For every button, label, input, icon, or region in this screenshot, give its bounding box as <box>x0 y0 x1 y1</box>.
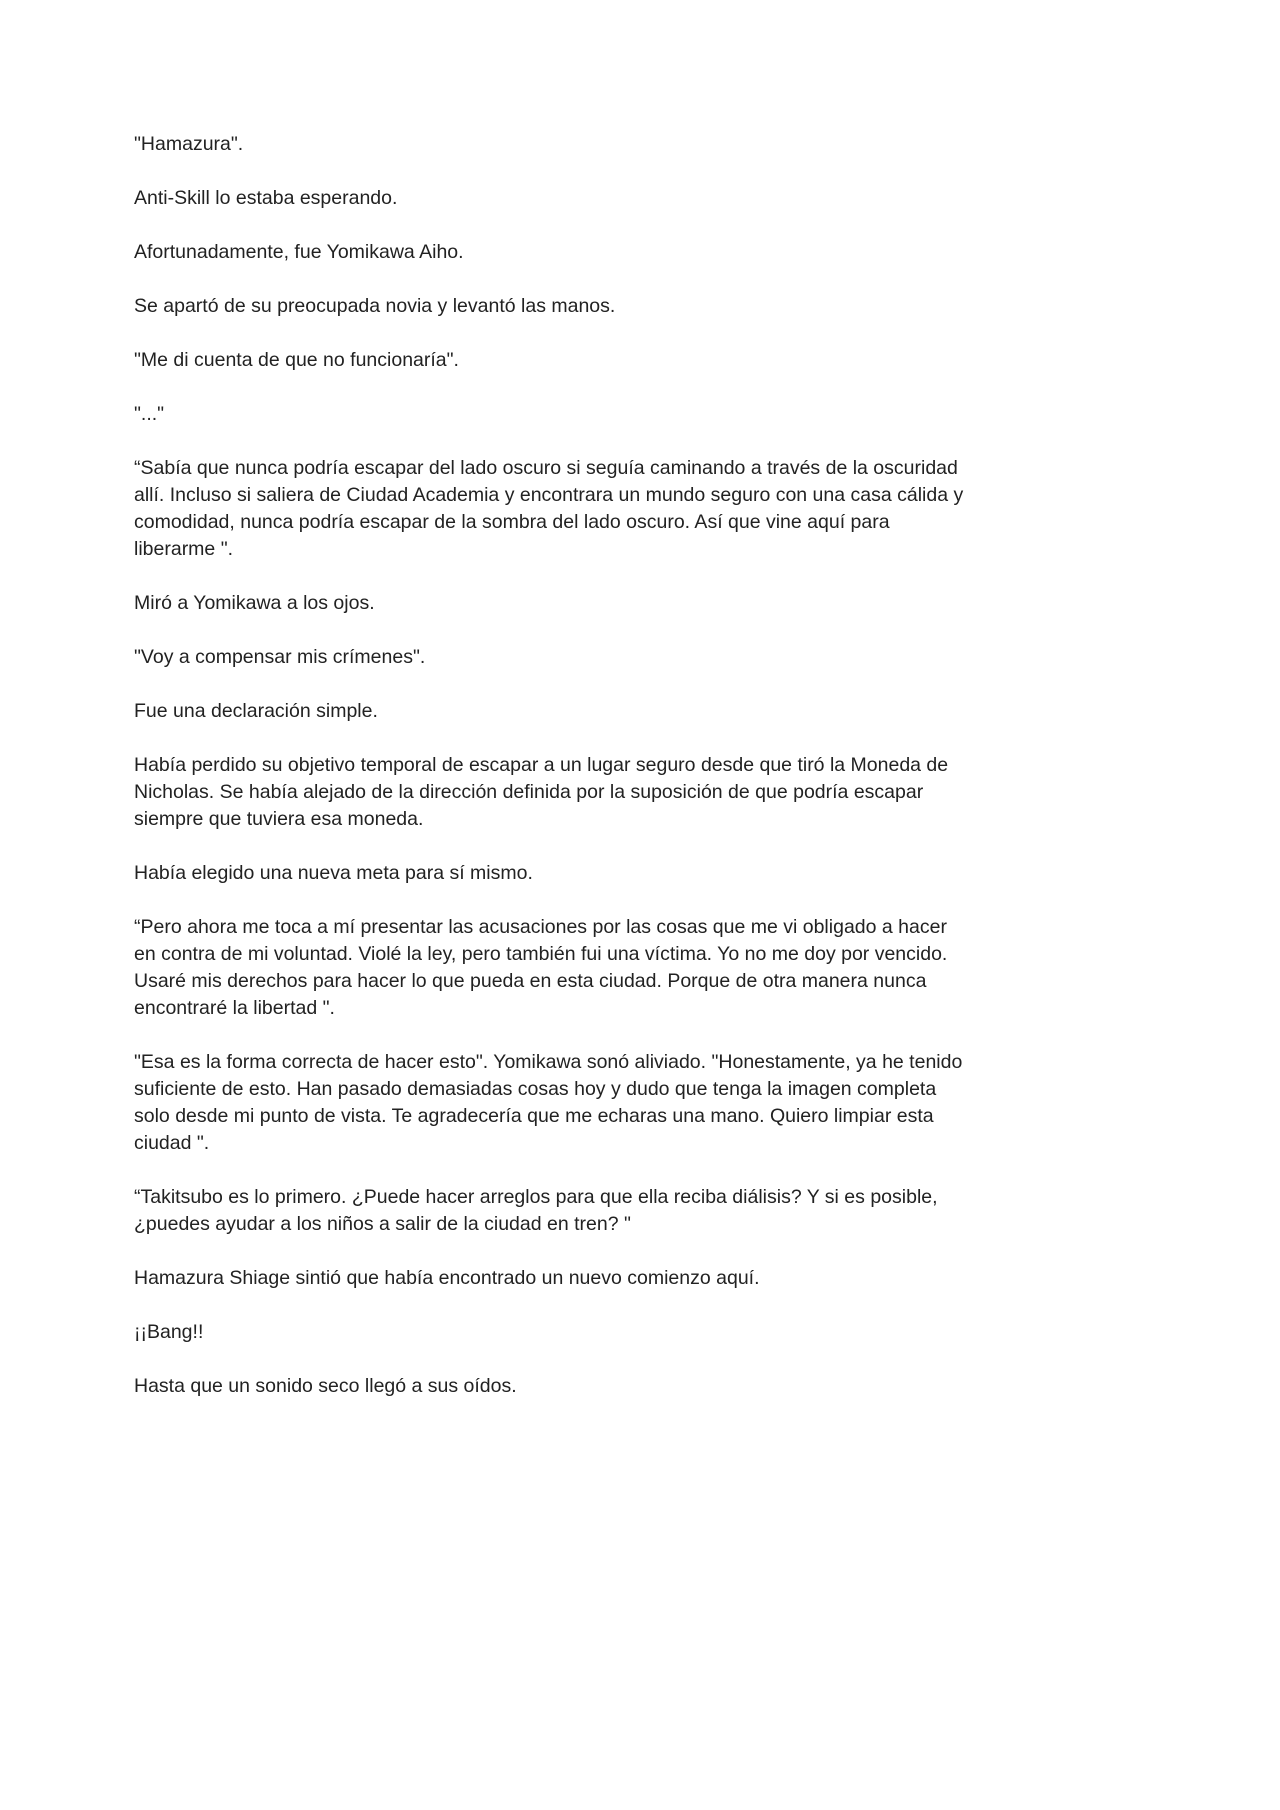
document-body <box>134 131 974 1427</box>
paragraph: Había perdido su objetivo temporal de escapar a un lugar seguro desde que tiró la Moneda de Nicholas. Se había alejado de la dirección definida por la suposición de que podría escapar siempre que tuviera esa moneda. <box>134 754 949 830</box>
paragraph: “Takitsubo es lo primero. ¿Puede hacer arreglos para que ella reciba diálisis? Y si es posible, ¿puedes ayudar a los niños a salir de la ciudad en tren? " <box>134 1186 938 1235</box>
paragraph: Hasta que un sonido seco llegó a sus oídos. <box>134 1375 517 1397</box>
paragraph: “Pero ahora me toca a mí presentar las acusaciones por las cosas que me vi obligado a hacer en contra de mi voluntad. Violé la ley, pero también fui una víctima. Yo no me doy por vencido. Usaré mis derechos para hacer lo que pueda en esta ciudad. Porque de otra manera nunca encontraré la libertad ". <box>134 916 948 1019</box>
paragraph: Se apartó de su preocupada novia y levantó las manos. <box>134 295 616 317</box>
paragraph: "Me di cuenta de que no funcionaría". <box>134 349 459 371</box>
paragraph: Miró a Yomikawa a los ojos. <box>134 592 375 614</box>
paragraph: Fue una declaración simple. <box>134 700 378 722</box>
paragraph: "Esa es la forma correcta de hacer esto". Yomikawa sonó aliviado. "Honestamente, ya he tenido suficiente de esto. Han pasado demasiadas cosas hoy y dudo que tenga la imagen completa solo desde mi punto de vista. Te agradecería que me echaras una mano. Quiero limpiar esta ciudad ". <box>134 1051 963 1154</box>
paragraph: "Voy a compensar mis crímenes". <box>134 646 426 668</box>
paragraph: Afortunadamente, fue Yomikawa Aiho. <box>134 241 464 263</box>
paragraph: “Sabía que nunca podría escapar del lado oscuro si seguía caminando a través de la oscuridad allí. Incluso si saliera de Ciudad Academia y encontrara un mundo seguro con una casa cálida y comodidad, nunca podría escapar de la sombra del lado oscuro. Así que vine aquí para liberarme ". <box>134 457 964 560</box>
paragraph: Anti-Skill lo estaba esperando. <box>134 187 398 209</box>
paragraph: Hamazura Shiage sintió que había encontrado un nuevo comienzo aquí. <box>134 1267 760 1289</box>
paragraph: Había elegido una nueva meta para sí mismo. <box>134 862 533 884</box>
paragraph: "Hamazura". <box>134 133 244 155</box>
paragraph: ¡¡Bang!! <box>134 1321 204 1343</box>
paragraph: "..." <box>134 403 165 425</box>
